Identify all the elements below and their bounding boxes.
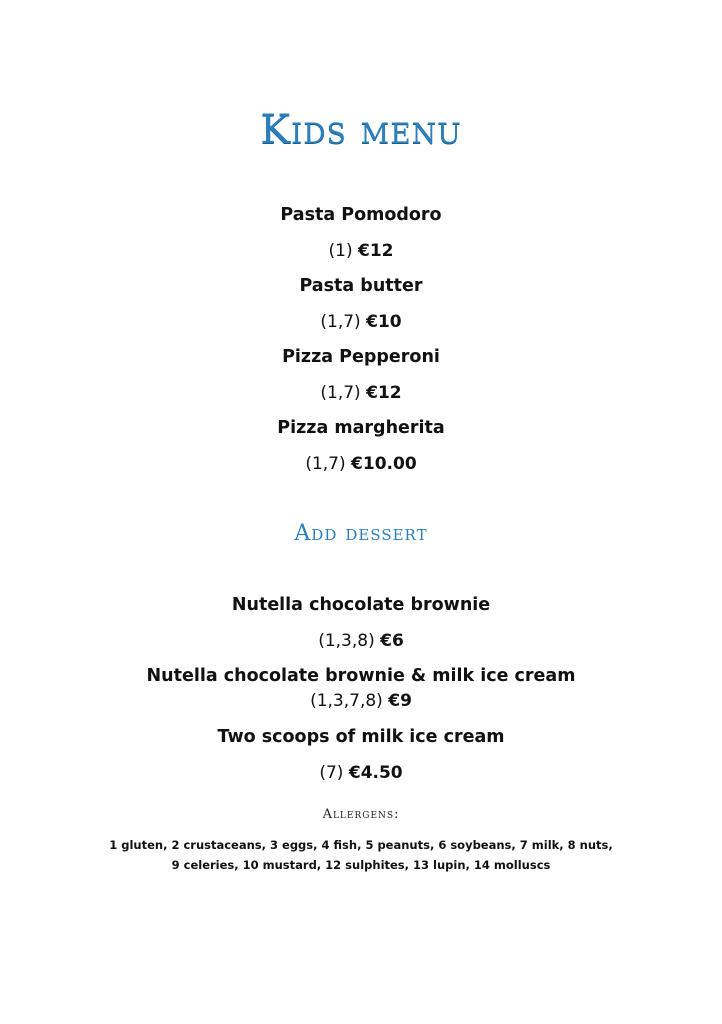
allergens-legend-line: 1 gluten, 2 crustaceans, 3 eggs, 4 fish, 5 peanuts, 6 soybeans, 7 milk, 8 nuts, <box>109 838 613 852</box>
item-allergens: (1,3,8) <box>318 631 375 651</box>
dessert-item-allergens-price <box>0 690 722 712</box>
item-price: €10 <box>366 312 402 332</box>
item-allergens-price <box>0 382 722 404</box>
item-price: €12 <box>366 383 402 403</box>
menu-title: Kids menu <box>260 107 462 153</box>
item-allergens: (1,7) <box>320 383 361 403</box>
dessert-item-allergens-price <box>0 630 722 652</box>
allergens-legend-line: 9 celeries, 10 mustard, 12 sulphites, 13 lupin, 14 molluscs <box>171 858 551 872</box>
allergens-title: Allergens: <box>322 807 400 822</box>
item-name: Pasta Pomodoro <box>280 205 442 225</box>
item-price: €12 <box>358 241 394 261</box>
item-allergens-price <box>0 240 722 262</box>
item-allergens: (7) <box>319 763 344 783</box>
item-allergens-price <box>0 311 722 333</box>
item-name: Pasta butter <box>299 276 423 296</box>
item-price: €4.50 <box>348 763 403 783</box>
dessert-section-title: Add dessert <box>294 521 428 546</box>
dessert-item-name: Nutella chocolate brownie <box>231 595 491 615</box>
item-allergens: (1,3,7,8) <box>310 691 383 711</box>
item-name: Pizza Pepperoni <box>282 347 440 367</box>
item-price: €10.00 <box>351 454 417 474</box>
item-price: €9 <box>388 691 412 711</box>
item-price: €6 <box>380 631 404 651</box>
item-allergens-price <box>0 453 722 475</box>
item-name: Pizza margherita <box>277 418 445 438</box>
item-allergens: (1,7) <box>320 312 361 332</box>
dessert-item-allergens-price <box>0 762 722 784</box>
item-allergens: (1,7) <box>305 454 346 474</box>
dessert-item-name: Nutella chocolate brownie & milk ice cream <box>146 666 576 686</box>
dessert-item-name: Two scoops of milk ice cream <box>217 727 505 747</box>
item-allergens: (1) <box>328 241 353 261</box>
